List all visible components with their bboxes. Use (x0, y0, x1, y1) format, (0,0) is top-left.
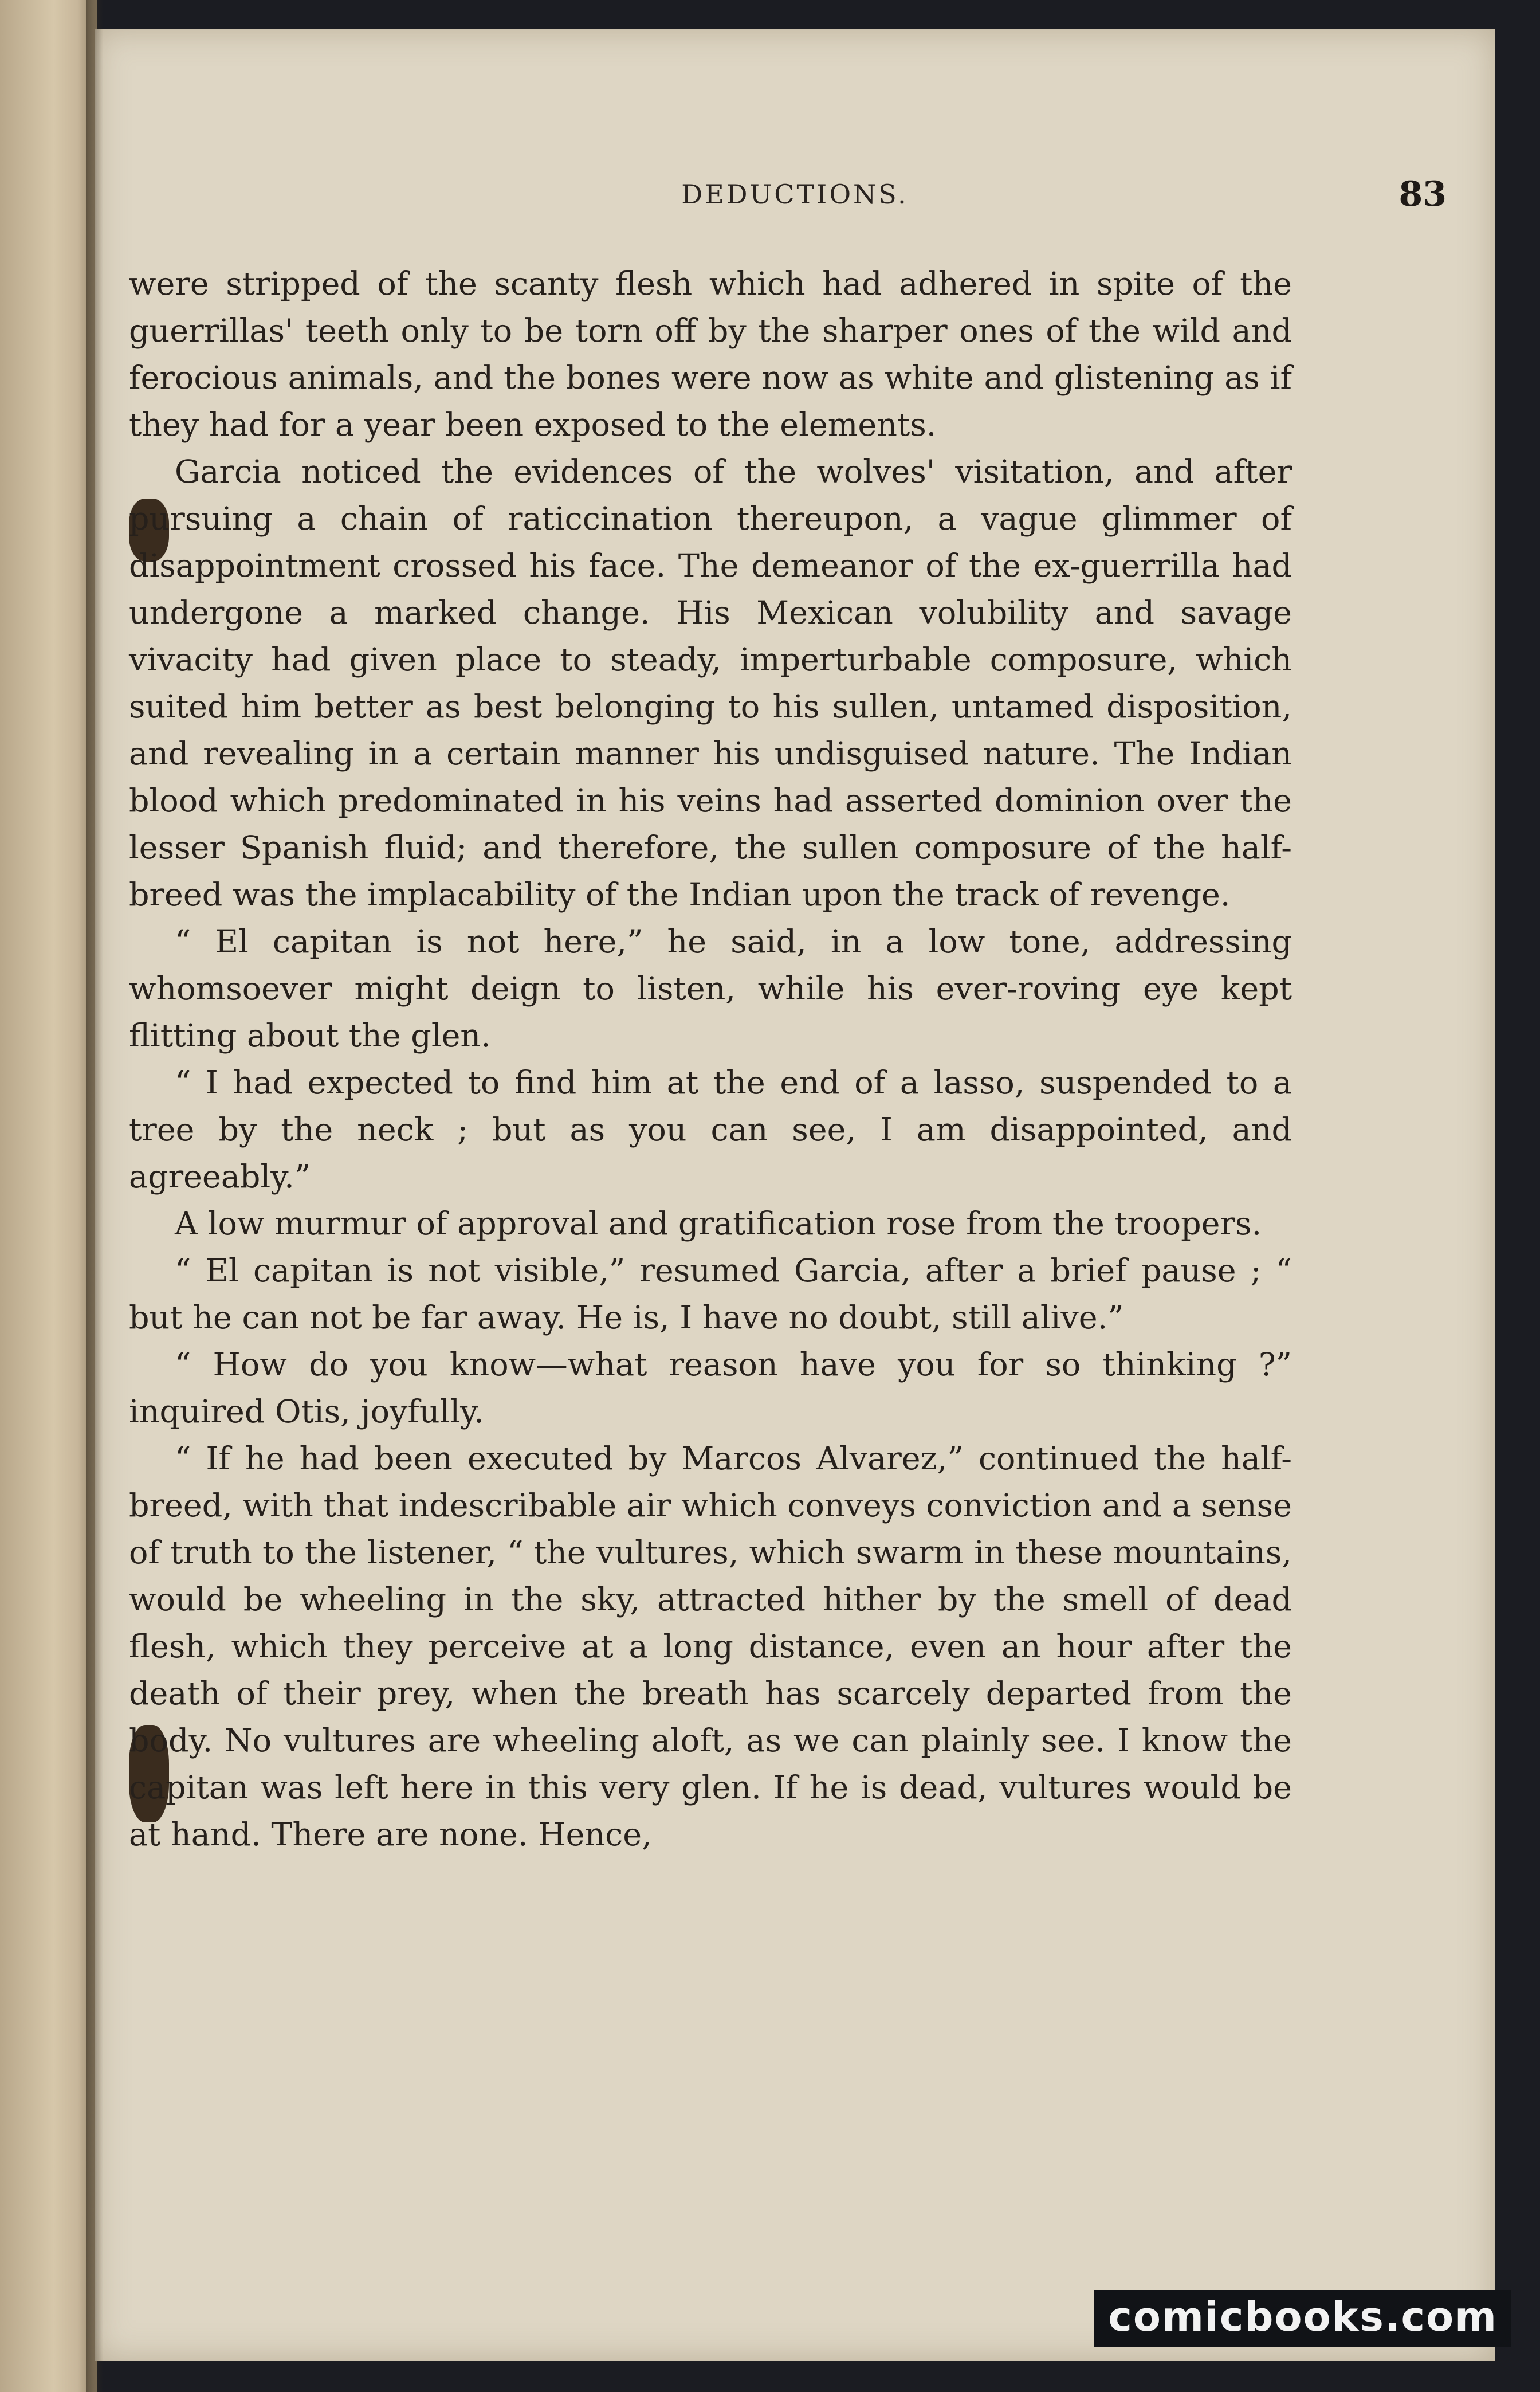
site-watermark: comicbooks.com (1094, 2290, 1511, 2347)
body-text (129, 261, 1292, 1858)
paragraph: “ How do you know—what reason have you for so thinking ?” inquired Otis, joyfully. (129, 1346, 1292, 1430)
paragraph: “ El capitan is not here,” he said, in a low tone, addressing whomsoever might deign to listen, while his ever-roving eye kept flitting about the glen. (129, 923, 1292, 1054)
paragraph: were stripped of the scanty flesh which had adhered in spite of the guerrillas' teeth only to be torn off by the sharper ones of the wild and ferocious animals, and the bones were now as white and glistening as if they had for a year been exposed to the elements. (129, 265, 1292, 444)
paragraph: “ El capitan is not visible,” resumed Garcia, after a brief pause ; “ but he can not be far away. He is, I have no doubt, still alive.” (129, 1252, 1292, 1336)
page-number: 83 (1398, 174, 1447, 214)
facing-page-edge (0, 0, 97, 2392)
paragraph: “ If he had been executed by Marcos Alvarez,” continued the half-breed, with that indescribable air which conveys conviction and a sense of truth to the listener, “ the vultures, which swarm in these mountains, would be wheeling in the sky, attracted hither by the smell of dead flesh, which they perceive at a long distance, even an hour after the death of their prey, when the breath has scarcely departed from the body. No vultures are wheeling aloft, as we can plainly see. I know the capitan was left here in this very glen. If he is dead, vultures would be at hand. There are none. Hence, (129, 1440, 1292, 1853)
page-header (95, 174, 1495, 236)
paragraph: “ I had expected to find him at the end of a lasso, suspended to a tree by the neck ; but as you can see, I am disappointed, and agreeably.” (129, 1064, 1292, 1195)
paragraph: Garcia noticed the evidences of the wolves' visitation, and after pursuing a chain of raticcination thereupon, a vague glimmer of disappointment crossed his face. The demeanor of the ex-guerrilla had undergone a marked change. His Mexican volubility and savage vivacity had given place to steady, imperturbable composure, which suited him better as best belonging to his sullen, untamed disposition, and revealing in a certain manner his undisguised nature. The Indian blood which predominated in his veins had asserted dominion over the lesser Spanish fluid; and therefore, the sullen composure of the half-breed was the implacability of the Indian upon the track of revenge. (129, 453, 1292, 913)
running-head: DEDUCTIONS. (681, 179, 909, 210)
paragraph: A low murmur of approval and gratification rose from the troopers. (175, 1205, 1262, 1242)
spine-shadow (86, 0, 103, 2392)
